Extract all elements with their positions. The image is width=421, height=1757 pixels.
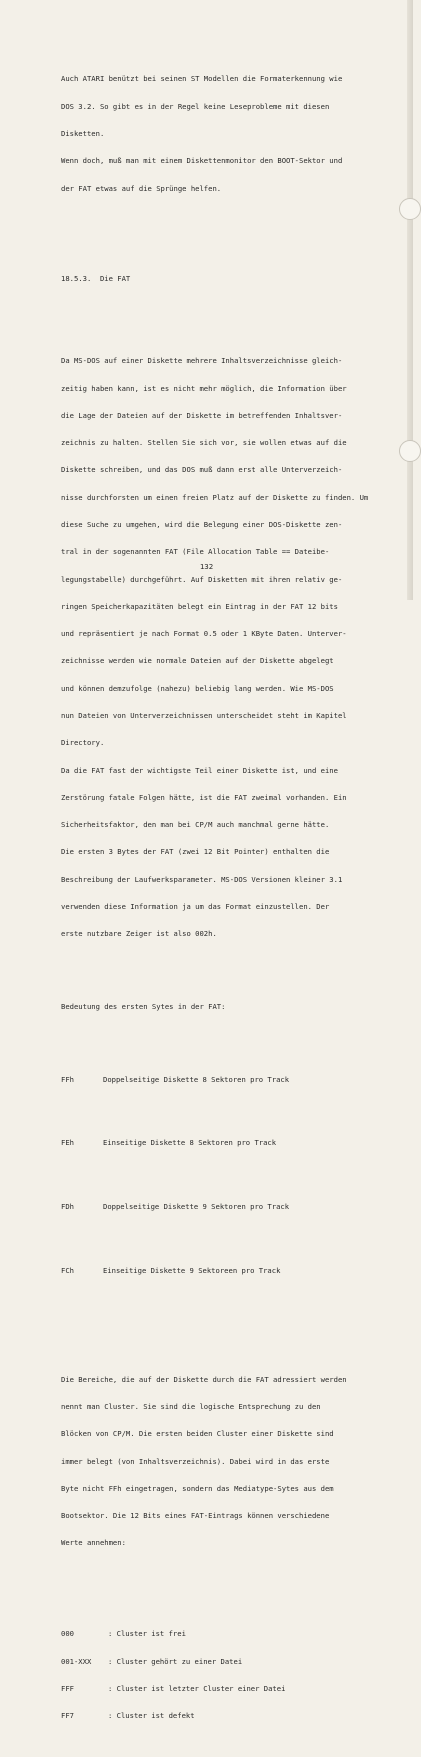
table-row <box>61 1075 361 1084</box>
table-row <box>61 1138 361 1147</box>
text-line: diese Suche zu umgehen, wird die Belegung einer DOS-Diskette zen- <box>61 519 343 529</box>
status-code: FF7 <box>61 1711 74 1721</box>
text-line: nennt man Cluster. Sie sind die logische Entsprechung zu den <box>61 1402 321 1412</box>
table-row <box>61 1657 361 1666</box>
status-code: 000 <box>61 1629 74 1639</box>
punch-hole <box>399 198 421 220</box>
text-line: Beschreibung der Laufwerksparameter. MS-DOS Versionen kleiner 3.1 <box>61 874 343 884</box>
status-description: : Cluster gehört zu einer Datei <box>108 1656 243 1666</box>
text-line: Zerstörung fatale Folgen hätte, ist die FAT zweimal vorhanden. Ein <box>61 792 347 802</box>
format-table <box>61 1057 361 1293</box>
format-description: Einseitige Diskette 9 Sektoreen pro Track <box>103 1265 281 1275</box>
text-line: die Lage der Dateien auf der Diskette im betreffenden Inhaltsver- <box>61 410 343 420</box>
fat-paragraph <box>61 338 369 956</box>
text-line: tral in der sogenannten FAT (File Allocation Table == Dateibe- <box>61 547 330 557</box>
status-description: : Cluster ist defekt <box>108 1711 195 1721</box>
format-code: FDh <box>61 1202 74 1211</box>
format-code: FFh <box>61 1074 74 1084</box>
text-line: Werte annehmen: <box>61 1538 126 1548</box>
status-description: : Cluster ist letzter Cluster einer Datei <box>108 1683 286 1693</box>
text-line: Die Bereiche, die auf der Diskette durch die FAT adressiert werden <box>61 1374 347 1384</box>
text-line: Die ersten 3 Bytes der FAT (zwei 12 Bit Pointer) enthalten die <box>61 847 330 857</box>
page-edge <box>407 0 413 600</box>
text-line: Blöcken von CP/M. Die ersten beiden Cluster einer Diskette sind <box>61 1429 334 1439</box>
format-description: Doppelseitige Diskette 8 Sektoren pro Track <box>103 1074 290 1084</box>
text-line: Bootsektor. Die 12 Bits eines FAT-Eintrags können verschiedene <box>61 1511 330 1521</box>
page-text <box>61 38 369 1757</box>
text-line: nun Dateien von Unterverzeichnissen unterscheidet steht im Kapitel <box>61 710 347 720</box>
text-line: und repräsentiert je nach Format 0.5 oder 1 KByte Daten. Unterver- <box>61 629 347 639</box>
text-line: Disketten. <box>61 128 105 138</box>
text-line: Wenn doch, muß man mit einem Diskettenmonitor den BOOT-Sektor und <box>61 156 343 166</box>
format-code: FCh <box>61 1265 74 1275</box>
table-row <box>61 1711 361 1720</box>
text-line: Sicherheitsfaktor, den man bei CP/M auch manchmal gerne hätte. <box>61 820 330 830</box>
text-line: legungstabelle) durchgeführt. Auf Disketten mit ihren relativ ge- <box>61 574 343 584</box>
text-line: Da MS-DOS auf einer Diskette mehrere Inhaltsverzeichnisse gleich- <box>61 356 343 366</box>
status-code: 001-XXX <box>61 1656 92 1666</box>
format-description: Einseitige Diskette 8 Sektoren pro Track <box>103 1138 277 1148</box>
text-line: ringen Speicherkapazitäten belegt ein Eintrag in der FAT 12 bits <box>61 601 338 611</box>
text-line: immer belegt (von Inhaltsverzeichnis). Dabei wird in das erste <box>61 1456 330 1466</box>
text-line: und können demzufolge (nahezu) beliebig lang werden. Wie MS-DOS <box>61 683 334 693</box>
text-line: zeichnisse werden wie normale Dateien auf der Diskette abgelegt <box>61 656 334 666</box>
text-line: nisse durchforsten um einen freien Platz auf der Diskette zu finden. Um <box>61 492 369 502</box>
text-line: Auch ATARI benützt bei seinen ST Modellen die Formaterkennung wie <box>61 74 343 84</box>
table-row <box>61 1266 361 1275</box>
text-line: Diskette schreiben, und das DOS muß dann erst alle Unterverzeich- <box>61 465 343 475</box>
page-number: 132 <box>199 562 214 571</box>
table-row <box>61 1629 361 1638</box>
text-line: erste nutzbare Zeiger ist also 002h. <box>61 929 217 939</box>
status-code: FFF <box>61 1683 74 1693</box>
table-row <box>61 1684 361 1693</box>
text-line: zeitig haben kann, ist es nicht mehr möglich, die Information über <box>61 383 347 393</box>
table-row <box>61 1202 361 1211</box>
intro-paragraph <box>61 56 361 211</box>
status-description: : Cluster ist frei <box>108 1629 186 1639</box>
text-line: verwenden diese Information ja um das Format einzustellen. Der <box>61 901 330 911</box>
text-line: zeichnis zu halten. Stellen Sie sich vor, sie wollen etwas auf die <box>61 438 347 448</box>
text-line: Directory. <box>61 738 105 748</box>
status-table <box>61 1611 361 1738</box>
text-line: der FAT etwas auf die Sprünge helfen. <box>61 183 222 193</box>
format-description: Doppelseitige Diskette 9 Sektoren pro Track <box>103 1202 290 1211</box>
text-line: Byte nicht FFh eingetragen, sondern das Mediatype-Sytes aus dem <box>61 1483 334 1493</box>
table-intro: Bedeutung des ersten Sytes in der FAT: <box>61 1001 226 1011</box>
section-heading: 18.5.3. Die FAT <box>61 274 131 284</box>
format-code: FEh <box>61 1138 74 1148</box>
punch-hole <box>399 440 421 462</box>
text-line: Da die FAT fast der wichtigste Teil einer Diskette ist, und eine <box>61 765 338 775</box>
text-line: DOS 3.2. So gibt es in der Regel keine Leseprobleme mit diesen <box>61 101 330 111</box>
cluster-paragraph <box>61 1357 361 1566</box>
